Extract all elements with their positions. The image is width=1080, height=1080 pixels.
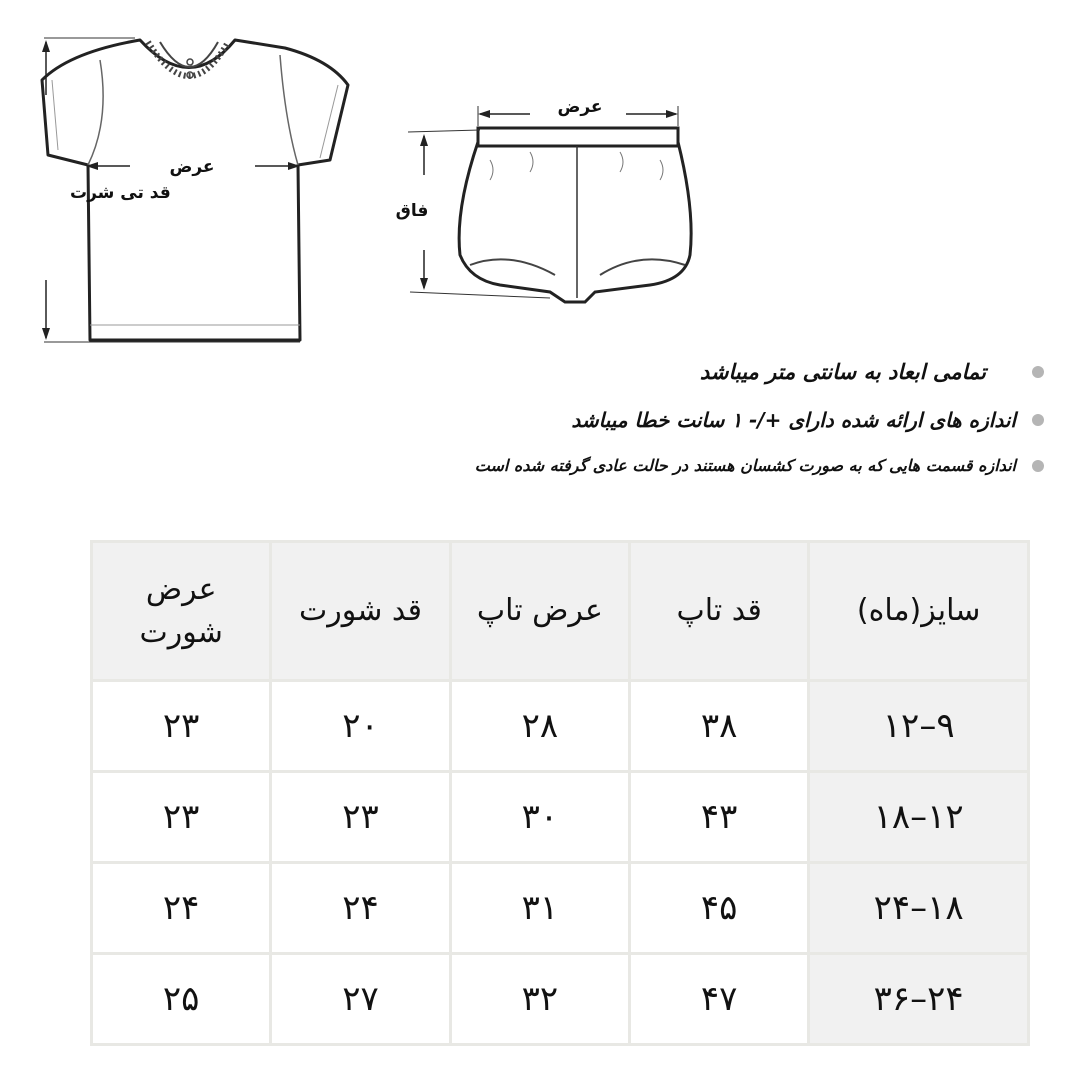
cell-value: ۲۴ — [92, 863, 271, 954]
bullet-icon — [1032, 460, 1044, 472]
cell-value: ۴۳ — [630, 772, 809, 863]
note-item — [344, 456, 1044, 475]
cell-value: ۳۰ — [450, 772, 629, 863]
cell-value: ۲۰ — [271, 681, 450, 772]
cell-value: ۲۴ — [271, 863, 450, 954]
cell-value: ۲۳ — [271, 772, 450, 863]
cell-value: ۲۷ — [271, 954, 450, 1045]
cell-value: ۳۲ — [450, 954, 629, 1045]
note-text: اندازه قسمت هایی که به صورت کشسان هستند در حالت عادی گرفته شده است — [474, 456, 1016, 475]
table-row — [92, 772, 1029, 863]
notes-list — [344, 360, 1044, 499]
shorts-width-label: عرض — [557, 97, 603, 117]
note-text: تمامی ابعاد به سانتی متر میباشد — [699, 360, 986, 384]
table-row — [92, 954, 1029, 1045]
table-header-row — [92, 542, 1029, 681]
header-shorts-length: قد شورت — [271, 542, 450, 681]
bullet-icon — [1032, 414, 1044, 426]
shorts-diagram — [390, 80, 710, 320]
header-size: سایز(ماه) — [809, 542, 1029, 681]
tshirt-height-label: قد تی شرت — [70, 183, 171, 203]
cell-value: ۲۳ — [92, 681, 271, 772]
header-top-length: قد تاپ — [630, 542, 809, 681]
header-top-width: عرض تاپ — [450, 542, 629, 681]
note-text: اندازه های ارائه شده دارای +/- ۱ سانت خطا میباشد — [571, 408, 1016, 432]
tshirt-diagram — [0, 0, 380, 360]
cell-value: ۲۵ — [92, 954, 271, 1045]
tshirt-width-label: عرض — [169, 157, 215, 177]
cell-value: ۲۳ — [92, 772, 271, 863]
cell-value: ۳۸ — [630, 681, 809, 772]
shorts-waistband — [478, 128, 678, 146]
table-row — [92, 863, 1029, 954]
cell-value: ۴۷ — [630, 954, 809, 1045]
table-row — [92, 681, 1029, 772]
bullet-icon — [1032, 366, 1044, 378]
cell-size: ۲۴–۳۶ — [809, 954, 1029, 1045]
cell-value: ۳۱ — [450, 863, 629, 954]
shorts-outline — [459, 142, 691, 302]
cell-value: ۴۵ — [630, 863, 809, 954]
cell-size: ۹–۱۲ — [809, 681, 1029, 772]
header-shorts-width: عرض شورت — [92, 542, 271, 681]
size-table — [90, 540, 1030, 1046]
cell-size: ۱۸–۲۴ — [809, 863, 1029, 954]
cell-size: ۱۲–۱۸ — [809, 772, 1029, 863]
note-item — [344, 408, 1044, 432]
shorts-thigh-label: فاق — [395, 201, 429, 221]
cell-value: ۲۸ — [450, 681, 629, 772]
note-item — [344, 360, 1044, 384]
